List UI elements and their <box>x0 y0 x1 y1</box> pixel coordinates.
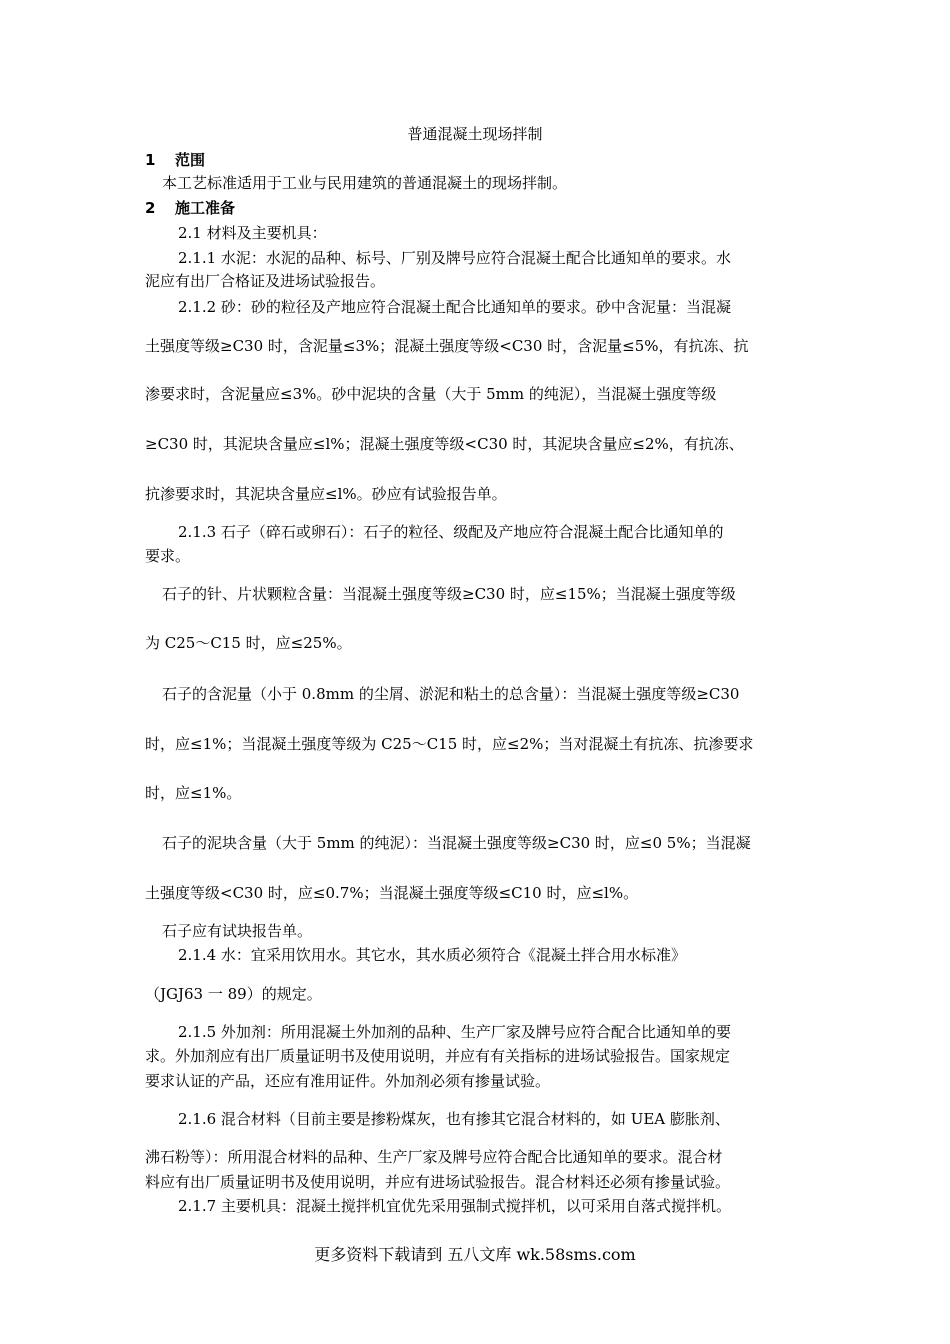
section-2-heading <box>145 198 235 218</box>
paragraph-line: 土强度等级<C30 时，应≤0.7%；当混凝土强度等级≤C10 时，应≤l%。 <box>145 884 639 902</box>
paragraph-line: 2.1.2 砂：砂的粒径及产地应符合混凝土配合比通知单的要求。砂中含泥量：当混凝 <box>178 298 731 316</box>
paragraph-line: 2.1 材料及主要机具： <box>178 224 327 242</box>
paragraph-line: 要求。 <box>145 547 191 565</box>
paragraph-line: 2.1.3 石子（碎石或卵石）：石子的粒径、级配及产地应符合混凝土配合比通知单的 <box>178 523 724 541</box>
paragraph-line: 2.1.1 水泥：水泥的品种、标号、厂别及牌号应符合混凝土配合比通知单的要求。水 <box>178 249 731 267</box>
section-1-text: 本工艺标准适用于工业与民用建筑的普通混凝土的现场拌制。 <box>162 174 568 192</box>
paragraph-line: 石子的泥块含量（大于 5mm 的纯泥）：当混凝土强度等级≥C30 时，应≤0 5%；当混凝 <box>162 834 751 852</box>
footer-link-text[interactable]: 更多资料下载请到 五八文库 wk.58sms.com <box>314 1245 636 1264</box>
paragraph-line: 2.1.5 外加剂：所用混凝土外加剂的品种、生产厂家及牌号应符合配合比通知单的要 <box>178 1023 731 1041</box>
paragraph-line: 渗要求时，含泥量应≤3%。砂中泥块的含量（大于 5mm 的纯泥），当混凝土强度等级 <box>145 385 717 403</box>
paragraph-line: 石子的针、片状颗粒含量：当混凝土强度等级≥C30 时，应≤15%；当混凝土强度等级 <box>162 585 736 603</box>
paragraph-line: 求。外加剂应有出厂质量证明书及使用说明，并应有有关指标的进场试验报告。国家规定 <box>145 1047 731 1065</box>
paragraph-line: 沸石粉等）：所用混合材料的品种、生产厂家及牌号应符合配合比通知单的要求。混合材 <box>145 1148 723 1166</box>
paragraph-line: 时，应≤1%；当混凝土强度等级为 C25～C15 时，应≤2%；当对混凝土有抗冻、抗渗要求 <box>145 735 754 753</box>
paragraph-line: 2.1.4 水：宜采用饮用水。其它水，其水质必须符合《混凝土拌合用水标准》 <box>178 946 686 964</box>
section-1-heading <box>145 150 205 170</box>
section-2-number: 2 <box>145 199 156 217</box>
section-2-title: 施工准备 <box>175 199 236 217</box>
paragraph-line: 为 C25～C15 时，应≤25%。 <box>145 634 352 652</box>
section-1-title: 范围 <box>175 151 206 169</box>
paragraph-line: 土强度等级≥C30 时，含泥量≤3%；混凝土强度等级<C30 时，含泥量≤5%，有抗冻、抗 <box>145 337 749 355</box>
paragraph-line: 2.1.7 主要机具：混凝土搅拌机宜优先采用强制式搅拌机，以可采用自落式搅拌机。 <box>178 1197 731 1215</box>
paragraph-line: 时，应≤1%。 <box>145 784 242 802</box>
paragraph-line: 石子的含泥量（小于 0.8mm 的尘屑、淤泥和粘土的总含量）：当混凝土强度等级≥C30 <box>162 685 740 703</box>
section-1-number: 1 <box>145 151 156 169</box>
paragraph-line: ≥C30 时，其泥块含量应≤l%；混凝土强度等级<C30 时，其泥块含量应≤2%，有抗冻、 <box>145 435 744 453</box>
paragraph-line: （JGJ63 一 89）的规定。 <box>145 985 322 1003</box>
paragraph-line: 2.1.6 混合材料（目前主要是掺粉煤灰，也有掺其它混合材料的，如 UEA 膨胀剂、 <box>178 1110 730 1128</box>
paragraph-line: 泥应有出厂合格证及进场试验报告。 <box>145 272 386 290</box>
paragraph-line: 料应有出厂质量证明书及使用说明，并应有进场试验报告。混合材料还必须有掺量试验。 <box>145 1173 731 1191</box>
paragraph-line: 石子应有试块报告单。 <box>162 922 313 940</box>
paragraph-line: 要求认证的产品，还应有准用证件。外加剂必须有掺量试验。 <box>145 1072 551 1090</box>
document-title: 普通混凝土现场拌制 <box>407 125 543 143</box>
paragraph-line: 抗渗要求时，其泥块含量应≤l%。砂应有试验报告单。 <box>145 485 507 503</box>
